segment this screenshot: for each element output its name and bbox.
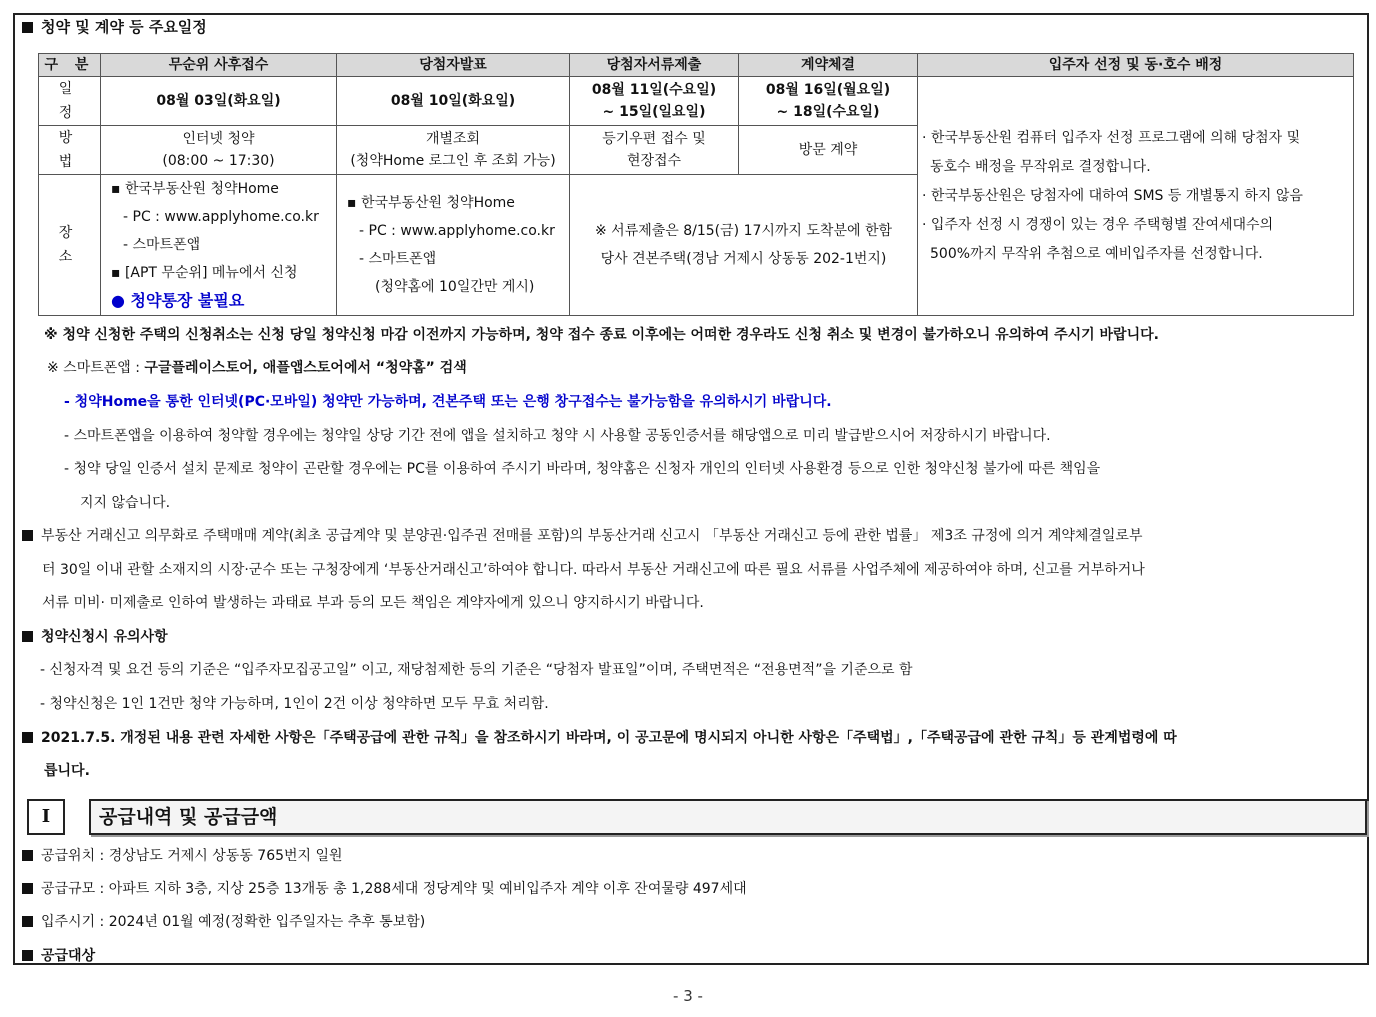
assignment-notes bbox=[918, 77, 1354, 316]
square-bullet-icon bbox=[22, 916, 33, 927]
date-contract bbox=[739, 77, 918, 126]
revision-line2: 릅니다. bbox=[44, 763, 90, 779]
header-category: 구 분 bbox=[39, 54, 101, 77]
method-announcement bbox=[337, 126, 570, 175]
place-line: - PC : www.applyhome.co.kr bbox=[359, 223, 555, 239]
certificate-notice-line1: - 청약 당일 인증서 설치 문제로 청약이 곤란할 경우에는 PC를 이용하여 주시기 바라며, 청약홈은 신청자 개인의 인터넷 사용환경 등으로 인한 청약신청 불가에 따른 책임을 bbox=[64, 461, 1101, 477]
method-documents-line1: 등기우편 접수 및 bbox=[602, 131, 706, 147]
row-label-method: 방 법 bbox=[39, 126, 101, 175]
method-announcement-line2: (청약Home 로그인 후 조회 가능) bbox=[350, 153, 556, 169]
realestate-line3: 서류 미비· 미제출로 인하여 발생하는 과태료 부과 등의 모든 책임은 계약자에게 있으니 양지하시기 바랍니다. bbox=[42, 595, 704, 611]
place-announcement bbox=[337, 175, 570, 316]
realestate-text: 부동산 거래신고 의무화로 주택매매 계약(최초 공급계약 및 분양권·입주권 전매를 포함)의 부동산거래 신고시 「부동산 거래신고 등에 관한 법률」 제3조 규정에 의거 계약체결일로부 bbox=[41, 528, 1143, 544]
schedule-table bbox=[38, 53, 1354, 316]
square-bullet-icon bbox=[22, 950, 33, 961]
caution-title: 청약신청시 유의사항 bbox=[41, 629, 168, 645]
method-unranked-line2: (08:00 ~ 17:30) bbox=[162, 153, 275, 169]
note-line: 동호수 배정을 무작위로 결정합니다. bbox=[930, 158, 1151, 175]
app-prefix: ※ 스마트폰앱 : bbox=[47, 360, 145, 376]
supply-target bbox=[22, 945, 95, 965]
supply-movein-text: 입주시기 : 2024년 01월 예정(정확한 입주일자는 추후 통보함) bbox=[41, 914, 426, 930]
supply-scale-text: 공급규모 : 아파트 지하 3층, 지상 25층 13개동 총 1,288세대 정당계약 및 예비입주자 계약 이후 잔여물량 497세대 bbox=[41, 881, 747, 897]
caution-line2: - 청약신청은 1인 1건만 청약 가능하며, 1인이 2건 이상 청약하면 모두 무효 처리함. bbox=[40, 696, 549, 712]
note-line: · 한국부동산원 컴퓨터 입주자 선정 프로그램에 의해 당첨자 및 bbox=[922, 129, 1301, 146]
revision-line1 bbox=[22, 727, 1177, 747]
place-line: - 스마트폰앱 bbox=[123, 237, 201, 253]
online-only-notice: - 청약Home을 통한 인터넷(PC·모바일) 청약만 가능하며, 견본주택 또는 은행 창구접수는 불가능함을 유의하시기 바랍니다. bbox=[64, 394, 832, 410]
place-documents bbox=[570, 175, 918, 316]
revision-text: 2021.7.5. 개정된 내용 관련 자세한 사항은「주택공급에 관한 규칙」을 참조하시기 바라며, 이 공고문에 명시되지 아니한 사항은「주택법」,「주택공급에 관한 규칙」등 관계법령에 따 bbox=[41, 730, 1177, 746]
place-line: - PC : www.applyhome.co.kr bbox=[123, 209, 319, 225]
date-documents-end: ~ 15일(일요일) bbox=[602, 104, 706, 120]
date-unranked: 08월 03일(화요일) bbox=[101, 77, 337, 126]
schedule-heading: 청약 및 계약 등 주요일정 bbox=[22, 16, 207, 37]
supply-scale bbox=[22, 878, 747, 898]
page-number: - 3 - bbox=[673, 987, 703, 1005]
method-announcement-line1: 개별조회 bbox=[425, 131, 481, 147]
place-line: (청약홈에 10일간만 게시) bbox=[375, 279, 535, 295]
method-unranked bbox=[101, 126, 337, 175]
header-announcement: 당첨자발표 bbox=[337, 54, 570, 77]
realestate-line2: 터 30일 이내 관할 소재지의 시장·군수 또는 구청장에게 ‘부동산거래신고’하여야 합니다. 따라서 부동산 거래신고에 따른 필요 서류를 사업주체에 제공하여야 하며, 신고를 거부하거나 bbox=[42, 562, 1145, 578]
section-title: 공급내역 및 공급금액 bbox=[89, 799, 1367, 835]
supply-target-text: 공급대상 bbox=[41, 948, 96, 964]
caution-heading bbox=[22, 626, 168, 646]
date-contract-start: 08월 16일(월요일) bbox=[765, 82, 891, 98]
certificate-notice-line2: 지지 않습니다. bbox=[80, 495, 171, 511]
supply-location-text: 공급위치 : 경상남도 거제시 상동동 765번지 일원 bbox=[41, 848, 343, 864]
supply-movein bbox=[22, 911, 425, 931]
place-line: ▪ [APT 무순위] 메뉴에서 신청 bbox=[111, 265, 298, 281]
note-line: · 입주자 선정 시 경쟁이 있는 경우 주택형별 잔여세대수의 bbox=[922, 216, 1274, 233]
smartphone-app-notice bbox=[47, 357, 467, 377]
section-number: I bbox=[27, 799, 65, 835]
date-documents-start: 08월 11일(수요일) bbox=[591, 82, 717, 98]
square-bullet-icon bbox=[22, 732, 33, 743]
row-label-date: 일 정 bbox=[39, 77, 101, 126]
note-line: · 한국부동산원은 당첨자에 대하여 SMS 등 개별통지 하지 않음 bbox=[922, 187, 1303, 204]
place-documents-line1: ※ 서류제출은 8/15(금) 17시까지 도착분에 한함 bbox=[594, 223, 893, 239]
square-bullet-icon bbox=[22, 883, 33, 894]
method-documents bbox=[570, 126, 739, 175]
header-unranked: 무순위 사후접수 bbox=[101, 54, 337, 77]
date-announcement: 08월 10일(화요일) bbox=[337, 77, 570, 126]
place-line: ▪ 한국부동산원 청약Home bbox=[347, 195, 515, 211]
cancel-notice: ※ 청약 신청한 주택의 신청취소는 신청 당일 청약신청 마감 이전까지 가능하며, 청약 접수 종료 이후에는 어떠한 경우라도 신청 취소 및 변경이 불가하오니 유의하여 주시기 바랍니다. bbox=[44, 327, 1159, 343]
square-bullet-icon bbox=[22, 631, 33, 642]
place-documents-line2: 당사 견본주택(경남 거제시 상동동 202-1번지) bbox=[600, 251, 887, 267]
date-contract-end: ~ 18일(수요일) bbox=[776, 104, 880, 120]
method-documents-line2: 현장접수 bbox=[626, 153, 682, 169]
supply-location bbox=[22, 845, 343, 865]
square-bullet-icon bbox=[22, 22, 33, 33]
header-assignment: 입주자 선정 및 동·호수 배정 bbox=[918, 54, 1354, 77]
method-unranked-line1: 인터넷 청약 bbox=[182, 131, 255, 147]
row-label-place: 장 소 bbox=[39, 175, 101, 316]
note-line: 500%까지 무작위 추첨으로 예비입주자를 선정합니다. bbox=[930, 245, 1263, 262]
header-documents: 당첨자서류제출 bbox=[570, 54, 739, 77]
realestate-line1 bbox=[22, 525, 1143, 545]
place-unranked bbox=[101, 175, 337, 316]
no-account-needed-notice: ● 청약통장 불필요 bbox=[111, 291, 245, 310]
square-bullet-icon bbox=[22, 850, 33, 861]
method-contract: 방문 계약 bbox=[739, 126, 918, 175]
app-search-text: 구글플레이스토어, 애플앱스토어에서 “청약홈” 검색 bbox=[144, 360, 467, 376]
app-install-notice: - 스마트폰앱을 이용하여 청약할 경우에는 청약일 상당 기간 전에 앱을 설치하고 청약 시 사용할 공동인증서를 해당앱으로 미리 발급받으시어 저장하시기 바랍니다. bbox=[64, 428, 1051, 444]
square-bullet-icon bbox=[22, 530, 33, 541]
header-contract: 계약체결 bbox=[739, 54, 918, 77]
place-line: ▪ 한국부동산원 청약Home bbox=[111, 181, 279, 197]
caution-line1: - 신청자격 및 요건 등의 기준은 “입주자모집공고일” 이고, 재당첨제한 등의 기준은 “당첨자 발표일”이며, 주택면적은 “전용면적”을 기준으로 함 bbox=[40, 662, 913, 678]
date-documents bbox=[570, 77, 739, 126]
place-line: - 스마트폰앱 bbox=[359, 251, 437, 267]
